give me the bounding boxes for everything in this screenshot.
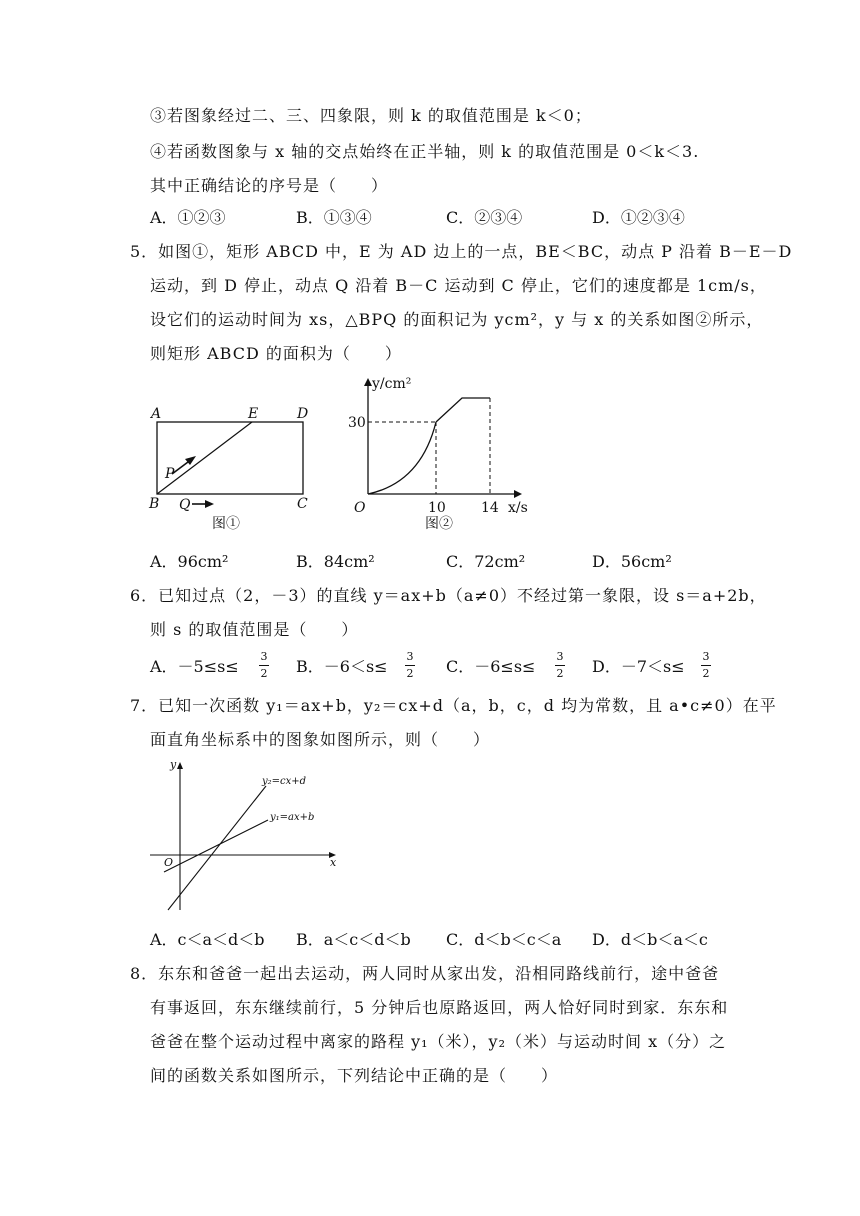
tick-label-14: 14 <box>481 500 499 516</box>
segment-be <box>157 422 252 494</box>
q4-option-b: B．①③④ <box>296 208 372 227</box>
q7-option-b: B．a＜c＜d＜b <box>296 930 411 949</box>
q4-statement-3: ③若图象经过二、三、四象限，则 k 的取值范围是 k＜0； <box>150 106 592 125</box>
q6-stem-line-2: 则 s 的取值范围是（ ） <box>150 620 359 639</box>
rectangle-abcd <box>157 422 303 494</box>
q7-origin-label: O <box>164 856 174 869</box>
q7-option-d: D．d＜b＜a＜c <box>592 930 708 949</box>
q6-option-d-frac-num: 3 <box>702 650 710 663</box>
q5-figure-2 <box>348 376 528 532</box>
curve-segment <box>368 422 436 494</box>
q4-option-c: C．②③④ <box>446 208 523 227</box>
q6-option-c-frac-bar <box>555 665 565 666</box>
arrow-q-head <box>205 500 214 508</box>
q6-option-a: A．－5≤s≤ <box>150 657 239 676</box>
q7-option-a: A．c＜a＜d＜b <box>150 930 265 949</box>
x-axis-label: x/s <box>508 500 528 516</box>
q5-stem-line-3: 设它们的运动时间为 xs，△BPQ 的面积记为 ycm²，y 与 x 的关系如图②所示， <box>150 310 764 329</box>
q4-prompt: 其中正确结论的序号是（ ） <box>150 176 389 195</box>
q6-option-c-frac-den: 2 <box>556 667 564 680</box>
q6-option-b-frac-bar <box>405 665 415 666</box>
q5-stem-line-1: 5．如图①，矩形 ABCD 中，E 为 AD 边上的一点，BE＜BC，动点 P 沿着 B－E－D <box>130 242 793 261</box>
q8-stem-line-1: 8．东东和爸爸一起出去运动，两人同时从家出发，沿相同路线前行，途中爸爸 <box>130 964 720 983</box>
figure-1-caption: 图① <box>212 516 240 532</box>
q6-option-a-frac-num: 3 <box>260 650 268 663</box>
y-axis-label: y/cm² <box>372 376 412 392</box>
tick-label-10: 10 <box>428 500 446 516</box>
figure-2-caption: 图② <box>425 516 453 532</box>
q6-option-b-frac-den: 2 <box>406 667 414 680</box>
q7-y-axis-arrow <box>177 762 183 769</box>
q5-figure-1 <box>148 406 308 532</box>
q5-option-d: D．56cm² <box>592 552 672 571</box>
q5-option-c: C．72cm² <box>446 552 526 571</box>
q6-option-c: C．－6≤s≤ <box>446 657 536 676</box>
tick-label-30: 30 <box>348 415 366 431</box>
q6-option-d-frac-den: 2 <box>702 667 710 680</box>
q6-option-b: B．－6＜s≤ <box>296 657 388 676</box>
label-b: B <box>149 496 160 512</box>
q7-figure <box>150 758 337 910</box>
q6-stem-line-1: 6．已知过点（2，－3）的直线 y＝ax+b（a≠0）不经过第一象限，设 s＝a+2b， <box>130 586 767 605</box>
label-c: C <box>297 496 308 512</box>
label-d: D <box>297 406 309 422</box>
origin-label: O <box>354 500 366 516</box>
q7-stem-line-2: 面直角坐标系中的图象如图所示，则（ ） <box>150 730 491 749</box>
q5-option-a: A．96cm² <box>150 552 229 571</box>
q7-y-label: y <box>170 758 177 771</box>
line-y2 <box>168 786 266 910</box>
q5-stem-line-2: 运动，到 D 停止，动点 Q 沿着 B－C 运动到 C 停止，它们的速度都是 1cm/s， <box>150 276 767 295</box>
q5-option-b: B．84cm² <box>296 552 375 571</box>
q7-label-y2: y₂=cx+d <box>262 776 307 787</box>
q4-option-a: A．①②③ <box>150 208 226 227</box>
q4-statement-4: ④若函数图象与 x 轴的交点始终在正半轴，则 k 的取值范围是 0＜k＜3. <box>150 142 700 161</box>
label-a: A <box>151 406 162 422</box>
q6-option-b-frac-num: 3 <box>406 650 414 663</box>
q7-stem-line-1: 7．已知一次函数 y₁＝ax+b，y₂＝cx+d（a，b，c，d 均为常数，且 a•c≠0）在平 <box>130 696 777 715</box>
q7-x-label: x <box>330 856 337 869</box>
q6-option-c-frac-num: 3 <box>556 650 564 663</box>
q8-stem-line-3: 爸爸在整个运动过程中离家的路程 y₁（米），y₂（米）与运动时间 x（分）之 <box>150 1032 727 1051</box>
q6-option-a-frac-den: 2 <box>260 667 268 680</box>
label-p: P <box>165 466 175 482</box>
q5-stem-line-4: 则矩形 ABCD 的面积为（ ） <box>150 344 402 363</box>
label-q: Q <box>179 497 191 513</box>
label-e: E <box>248 406 259 422</box>
x-axis-arrow <box>514 490 522 498</box>
graph-linear-segments <box>436 398 490 422</box>
q7-option-c: C．d＜b＜c＜a <box>446 930 562 949</box>
q8-stem-line-4: 间的函数关系如图所示，下列结论中正确的是（ ） <box>150 1066 559 1085</box>
q6-option-a-frac-bar <box>259 665 269 666</box>
q6-option-d-frac-bar <box>701 665 711 666</box>
y-axis-arrow <box>364 378 372 386</box>
q6-option-d: D．－7＜s≤ <box>592 657 685 676</box>
q7-label-y1: y₁=ax+b <box>270 812 315 823</box>
q4-option-d: D．①②③④ <box>592 208 685 227</box>
q8-stem-line-2: 有事返回，东东继续前行，5 分钟后也原路返回，两人恰好同时到家．东东和 <box>150 998 729 1017</box>
